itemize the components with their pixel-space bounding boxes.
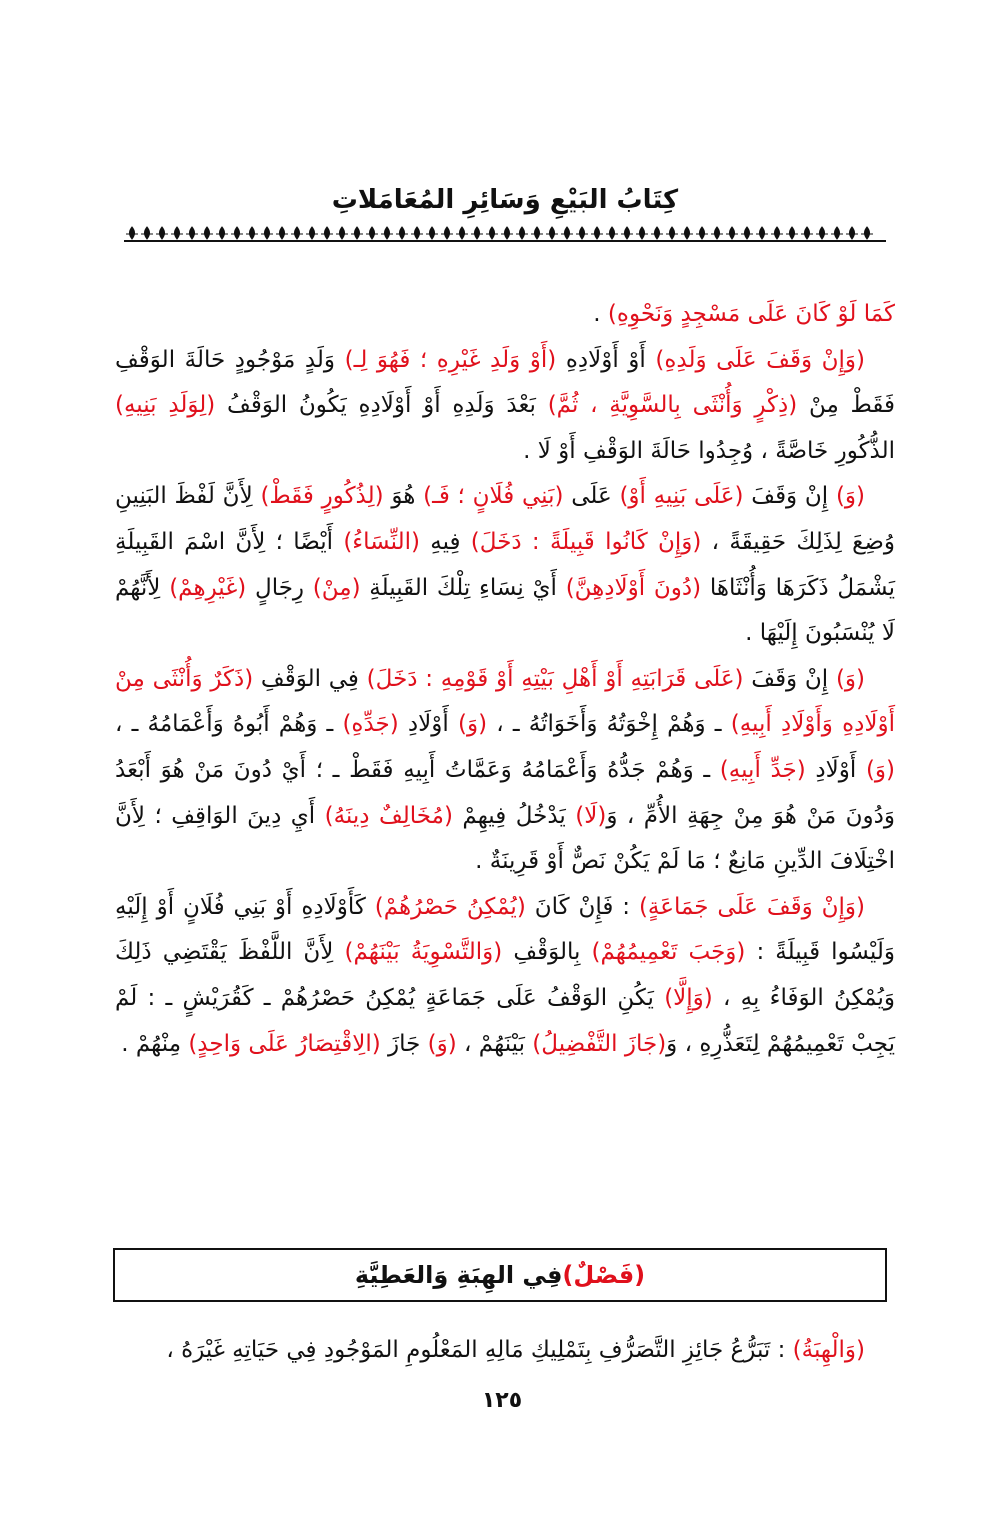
matn-text: (أَوْ وَلَدِ غَيْرِهِ ؛ فَهُوَ لِـ) xyxy=(344,346,557,373)
sharh-text: لِأَنَّ اللَّفْظَ يَقْتَضِي ذَلِكَ وَيُمْكِنُ الوَفَاءُ بِهِ ، xyxy=(115,939,895,1011)
page-number: ١٢٥ xyxy=(481,1388,523,1413)
matn-text: (وَإِنْ وَقَفَ عَلَى وَلَدِهِ) xyxy=(655,346,865,373)
matn-text: (وَ) xyxy=(835,665,865,692)
matn-text: (غَيْرِهِمْ) xyxy=(169,574,247,601)
paragraph xyxy=(115,474,895,656)
sharh-text: أَيِ دِينَ الوَاقِفِ ؛ لِأَنَّ اخْتِلَافَ الدِّينِ مَانِعٌ ؛ مَا لَمْ يَكُنْ نَصٌّ أَوْ قَرِينَةٌ . xyxy=(115,802,895,875)
sharh-text: فِيهِ xyxy=(419,528,471,555)
matn-text: (وَجَبَ تَعْمِيمُهُمْ) xyxy=(591,939,746,966)
paragraph xyxy=(115,657,895,885)
book-title: كِتَابُ البَيْعِ وَسَائِرِ المُعَامَلاتِ xyxy=(331,185,679,215)
matn-text: (وَإِلَّا) xyxy=(664,984,713,1011)
body-text xyxy=(115,292,895,1067)
sharh-text: بَيْنَهُمْ ، xyxy=(456,1030,533,1057)
sharh-text: يَدْخُلُ فِيهِمْ xyxy=(452,802,576,829)
matn-text: (لِذُكُورٍ فَقَطْ) xyxy=(260,483,384,510)
paragraph xyxy=(115,338,895,475)
sharh-text: لِأَنَّ لَفْظَ البَنِينِ وُضِعَ لِذَلِكَ حَقِيقَةً ، xyxy=(115,483,896,555)
sharh-text: هُوَ xyxy=(383,483,424,510)
sharh-text: كَأَوْلَادِهِ أَوْ بَنِي فُلَانٍ أَوْ إِلَيْهِ وَلَيْسُوا قَبِيلَةً : xyxy=(115,893,895,966)
sharh-text: رِجَالٍ xyxy=(246,574,313,601)
sharh-text: الذُّكُورِ خَاصَّةً ، وُجِدُوا حَالَةَ الوَقْفِ أَوْ لَا . xyxy=(523,437,895,464)
sharh-text: بَعْدَ وَلَدِهِ أَوْ أَوْلَادِهِ يَكُونُ الوَقْفُ xyxy=(215,392,548,419)
matn-text: (وَ) xyxy=(835,483,865,510)
matn-text: (وَ) xyxy=(457,711,488,738)
section-heading-text: فِي الهِبَةِ وَالعَطِيَّةِ xyxy=(354,1261,563,1289)
matn-text: (مُخَالِفٌ دِينَهُ) xyxy=(324,802,453,829)
matn-text: (جَدِّ أَبِيهِ) xyxy=(719,756,806,783)
section-heading xyxy=(113,1248,887,1302)
sharh-text: جَازَ xyxy=(380,1030,428,1057)
sharh-text: مِنْهُمْ . xyxy=(121,1030,189,1057)
sharh-text: ـ وَهُمْ أَبُوهُ وَأَعْمَامُهُ ـ ، xyxy=(115,711,343,738)
sharh-text: لِأَنَّهُمْ لَا يُنْسَبُونَ إِلَيْهَا . xyxy=(115,574,895,647)
matn-text: (وَ) xyxy=(427,1030,457,1057)
sharh-text: عَلَى xyxy=(563,483,620,510)
matn-text: (وَإِنْ كَانُوا قَبِيلَةً : دَخَلَ) xyxy=(470,528,702,555)
last-line xyxy=(115,1328,895,1372)
matn-text: (بَنِي فُلَانٍ ؛ فَـ) xyxy=(423,483,564,510)
paragraph xyxy=(115,885,895,1067)
sharh-text: إِنْ وَقَفَ xyxy=(743,665,836,692)
matn-text: (مِنْ) xyxy=(312,574,361,601)
matn-text: (جَدِّهِ) xyxy=(342,711,399,738)
sharh-text: يَكُنِ الوَقْفُ عَلَى جَمَاعَةٍ يُمْكِنُ حَصْرُهُمْ ـ كَقُرَيْشٍ ـ : لَمْ يَجِبْ تَعْمِيمُهُمْ لِتَعَذُّرِهِ ، وَ xyxy=(115,984,895,1057)
page-header xyxy=(120,180,890,244)
ornamental-border-icon xyxy=(120,224,890,244)
sharh-text: ـ وَهُمْ إِخْوَتُهُ وَأَخَوَاتُهُ ـ ، xyxy=(487,711,731,738)
matn-text: (لِوَلَدِ بَنِيهِ) xyxy=(115,392,216,419)
section-heading-red: (فَصْلٌ) xyxy=(562,1261,646,1289)
matn-text: (يُمْكِنُ حَصْرُهُمْ) xyxy=(374,893,526,920)
matn-text: (ذِكْرٍ وَأُنْثَى بِالسَّوِيَّةِ ، ثُمَّ) xyxy=(547,392,798,419)
sharh-text: إِنْ وَقَفَ xyxy=(743,483,836,510)
matn-text: كَمَا لَوْ كَانَ عَلَى مَسْجِدٍ وَنَحْوِهِ) xyxy=(607,301,895,327)
sharh-text: فِي الوَقْفِ xyxy=(253,665,367,692)
sharh-text: أَيْضًا ؛ لِأَنَّ اسْمَ القَبِيلَةِ يَشْمَلُ ذَكَرَهَا وَأُنْثَاهَا xyxy=(115,528,895,601)
paragraph xyxy=(115,292,895,338)
last-line-red: (وَالْهِبَةُ) xyxy=(792,1337,865,1363)
matn-text: (جَازَ التَّفْضِيلُ) xyxy=(532,1030,667,1057)
matn-text: (وَ) xyxy=(865,756,895,783)
sharh-text: وَلَدٍ مَوْجُودٍ حَالَةَ الوَقْفِ فَقَطْ مِنْ xyxy=(115,346,895,419)
sharh-text: أَوْلَادِ xyxy=(398,711,458,738)
sharh-text: أَوْلَادِ xyxy=(805,756,866,783)
matn-text: (عَلَى بَنِيهِ أَوْ) xyxy=(619,483,744,510)
sharh-text: ـ وَهُمْ جَدُّهُ وَأَعْمَامُهُ وَعَمَّاتُ أَبِيهِ فَقَطْ ـ ؛ أَيْ دُونَ مَنْ هُوَ أَبْعَدُ وَدُونَ مَنْ هُوَ مِنْ جِهَةِ الأُمِّ ، وَ xyxy=(115,756,895,829)
matn-text: (لَا) xyxy=(575,802,607,829)
matn-text: (الِاقْتِصَارُ عَلَى وَاحِدٍ) xyxy=(188,1030,381,1057)
sharh-text: أَيْ نِسَاءِ تِلْكَ القَبِيلَةِ xyxy=(360,574,566,601)
sharh-text: أَوْ أَوْلَادِهِ xyxy=(556,346,656,373)
matn-text: (وَإِنْ وَقَفَ عَلَى جَمَاعَةٍ) xyxy=(638,893,866,920)
matn-text: (ذَكَرٌ وَأُنْثَى مِنْ أَوْلَادِهِ وَأَوْلَادِ أَبِيهِ) xyxy=(115,665,896,738)
sharh-text: . xyxy=(593,301,608,327)
sharh-text: بِالوَقْفِ xyxy=(502,939,592,966)
last-line-text: : تَبَرُّعُ جَائِزِ التَّصَرُّفِ بِتَمْلِيكِ مَالِهِ المَعْلُومِ المَوْجُودِ فِي حَيَاتِهِ غَيْرَهُ ، xyxy=(166,1337,793,1363)
matn-text: (وَالتَّسْوِيَةُ بَيْنَهُمْ) xyxy=(344,939,503,966)
sharh-text: : فَإِنْ كَانَ xyxy=(525,893,639,920)
matn-text: (دُونَ أَوْلَادِهِنَّ) xyxy=(565,574,702,601)
matn-text: (عَلَى قَرَابَتِهِ أَوْ أَهْلِ بَيْتِهِ أَوْ قَوْمِهِ : دَخَلَ) xyxy=(366,665,744,692)
matn-text: (النِّسَاءُ) xyxy=(343,528,420,555)
